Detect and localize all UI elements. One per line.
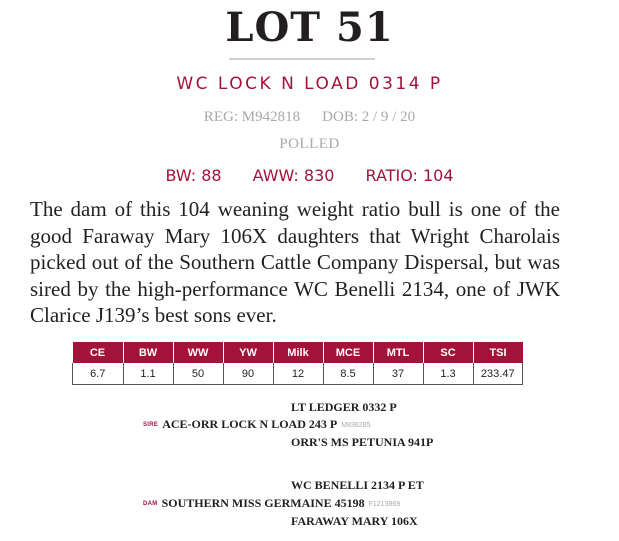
- epd-header-yw: YW: [223, 342, 273, 363]
- epd-value-bw: 1.1: [123, 363, 173, 385]
- epd-value-yw: 90: [223, 363, 273, 385]
- epd-value-ww: 50: [173, 363, 223, 385]
- birth-weight: BW: 88: [165, 166, 222, 185]
- sire-registration: M836285: [341, 422, 371, 429]
- registration-number: REG: M942818: [203, 109, 301, 125]
- animal-name: WC LOCK N LOAD 0314 P: [176, 74, 443, 94]
- pedigree-sire-dam: ORR'S MS PETUNIA 941P: [291, 435, 434, 449]
- sire-name: ACE-ORR LOCK N LOAD 243 P: [162, 417, 338, 431]
- pedigree-sire-sire: LT LEDGER 0332 P: [291, 400, 397, 414]
- dam-name: SOUTHERN MISS GERMAINE 45198: [161, 496, 365, 510]
- weaning-ratio: RATIO: 104: [365, 166, 454, 185]
- epd-value-tsi: 233.47: [473, 363, 523, 385]
- epd-value-mtl: 37: [373, 363, 423, 385]
- pedigree-dam: [143, 496, 400, 511]
- polled-label: POLLED: [279, 136, 340, 152]
- sire-tag: SIRE: [143, 422, 159, 428]
- epd-value-sc: 1.3: [423, 363, 473, 385]
- epd-header-bw: BW: [123, 342, 173, 363]
- epd-header-tsi: TSI: [473, 342, 523, 363]
- adjusted-weaning-weight: AWW: 830: [252, 166, 335, 185]
- dam-registration: F1213869: [368, 501, 401, 508]
- lot-description: The dam of this 104 weaning weight ratio bull is one of the good Faraway Mary 106X daughters that Wright Charolais picked out of the Southern Cattle Company Dispersal, but was sired by the high-performance WC Benelli 2134, one of JWK Clarice J139’s best sons ever.: [30, 197, 560, 327]
- epd-table: [72, 342, 523, 385]
- epd-header-mce: MCE: [323, 342, 373, 363]
- lot-title: LOT 51: [225, 4, 394, 51]
- title-divider: [229, 58, 375, 60]
- epd-header-sc: SC: [423, 342, 473, 363]
- epd-header-row: [73, 342, 523, 363]
- epd-value-ce: 6.7: [73, 363, 124, 385]
- epd-header-mtl: MTL: [373, 342, 423, 363]
- epd-header-milk: Milk: [273, 342, 323, 363]
- epd-value-milk: 12: [273, 363, 323, 385]
- pedigree-sire: [143, 417, 370, 432]
- pedigree-dam-dam: FARAWAY MARY 106X: [291, 514, 418, 528]
- performance-stats: [0, 166, 619, 185]
- epd-value-row: [73, 363, 523, 385]
- pedigree-dam-sire: WC BENELLI 2134 P ET: [291, 478, 424, 492]
- epd-value-mce: 8.5: [323, 363, 373, 385]
- dam-tag: DAM: [143, 501, 158, 507]
- epd-header-ww: WW: [173, 342, 223, 363]
- registration-line: [0, 109, 619, 126]
- epd-header-ce: CE: [73, 342, 124, 363]
- date-of-birth: DOB: 2 / 9 / 20: [322, 109, 416, 125]
